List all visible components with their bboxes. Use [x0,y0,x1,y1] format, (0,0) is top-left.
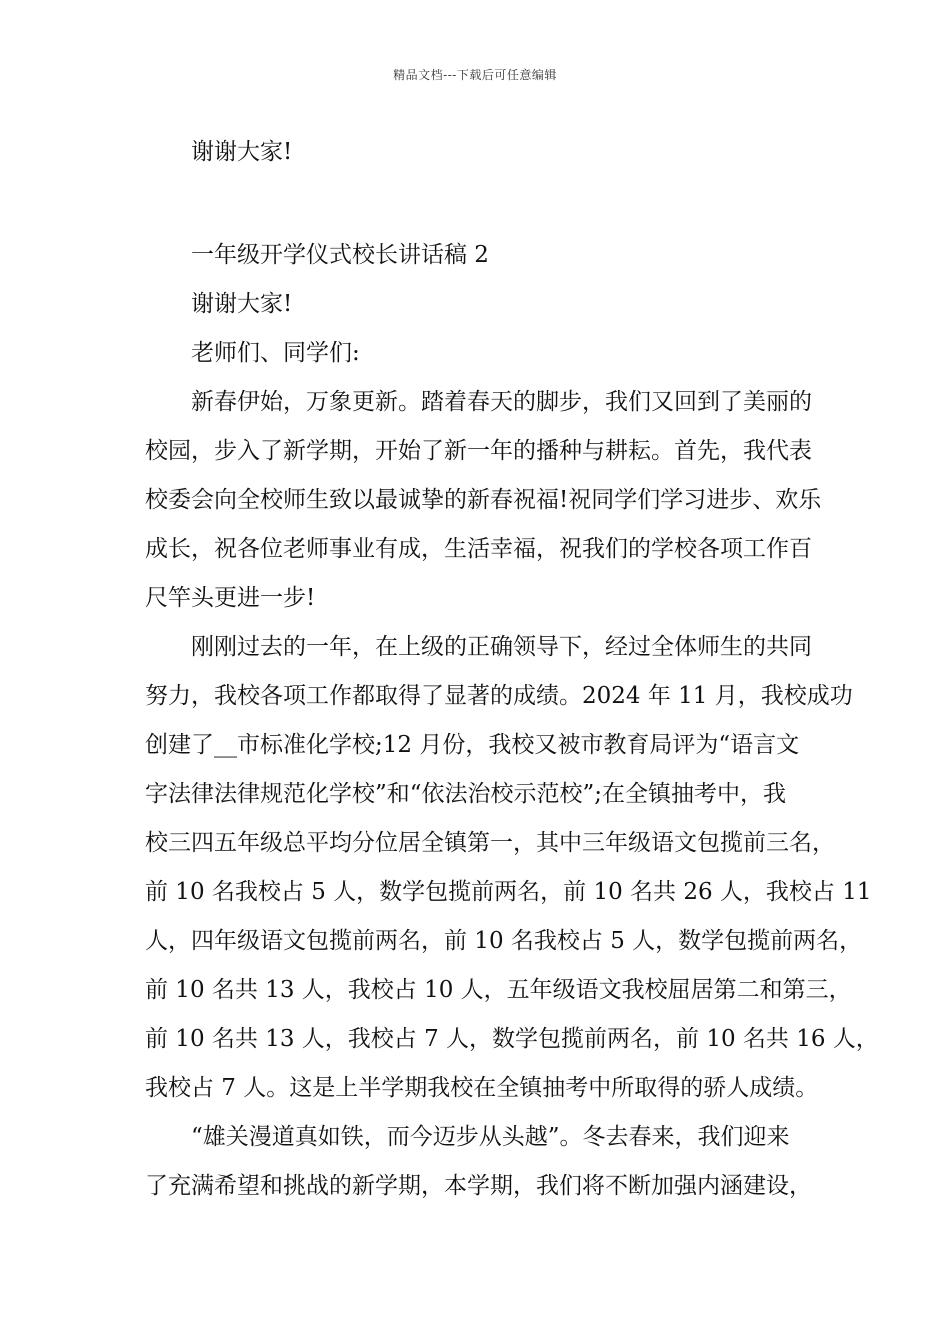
text-line: 我校占 7 人。这是上半学期我校在全镇抽考中所取得的骄人成绩。 [145,1075,819,1101]
text-line: 校三四五年级总平均分位居全镇第一，其中三年级语文包揽前三名， [145,830,835,856]
text-line: 校园，步入了新学期，开始了新一年的播种与耕耘。首先，我代表 [145,438,812,464]
closing-line: 谢谢大家! [191,139,293,165]
closing-line: 谢谢大家! [191,291,293,317]
paragraph-1 [145,378,825,623]
text-line: 校委会向全校师生致以最诚挚的新春祝福!祝同学们学习进步、欢乐 [145,487,822,513]
text-line: 创建了__市标准化学校;12 月份，我校又被市教育局评为“语言文 [145,732,800,758]
greeting-line: 老师们、同学们: [191,340,360,366]
text-line: 努力，我校各项工作都取得了显著的成绩。2024 年 11 月，我校成功 [145,683,853,709]
text-line: 字法律法律规范化学校”和“依法治校示范校”;在全镇抽考中，我 [145,781,787,807]
paragraph-2 [145,623,879,1113]
document-body [145,128,879,1211]
text-line: “雄关漫道真如铁，而今迈步从头越”。冬去春来，我们迎来 [191,1124,790,1150]
text-line: 前 10 名我校占 5 人，数学包揽前两名，前 10 名共 26 人，我校占 11 [145,879,872,905]
text-line: 尺竿头更进一步! [145,585,316,611]
speech-title: 一年级开学仪式校长讲话稿 2 [191,242,489,268]
paragraph-gap [145,177,825,231]
text-line: 新春伊始，万象更新。踏着春天的脚步，我们又回到了美丽的 [191,389,812,415]
text-line: 了充满希望和挑战的新学期，本学期，我们将不断加强内涵建设， [145,1173,812,1199]
text-line: 刚刚过去的一年，在上级的正确领导下，经过全体师生的共同 [191,634,812,660]
paragraph-3 [145,1113,825,1211]
page-header: 精品文档---下载后可任意编辑 [393,68,557,82]
text-line: 前 10 名共 13 人，我校占 10 人，五年级语文我校屈居第二和第三， [145,977,852,1003]
text-line: 前 10 名共 13 人，我校占 7 人，数学包揽前两名，前 10 名共 16 人， [145,1026,879,1052]
text-line: 人，四年级语文包揽前两名，前 10 名我校占 5 人，数学包揽前两名， [145,928,863,954]
text-line: 成长，祝各位老师事业有成，生活幸福，祝我们的学校各项工作百 [145,536,812,562]
